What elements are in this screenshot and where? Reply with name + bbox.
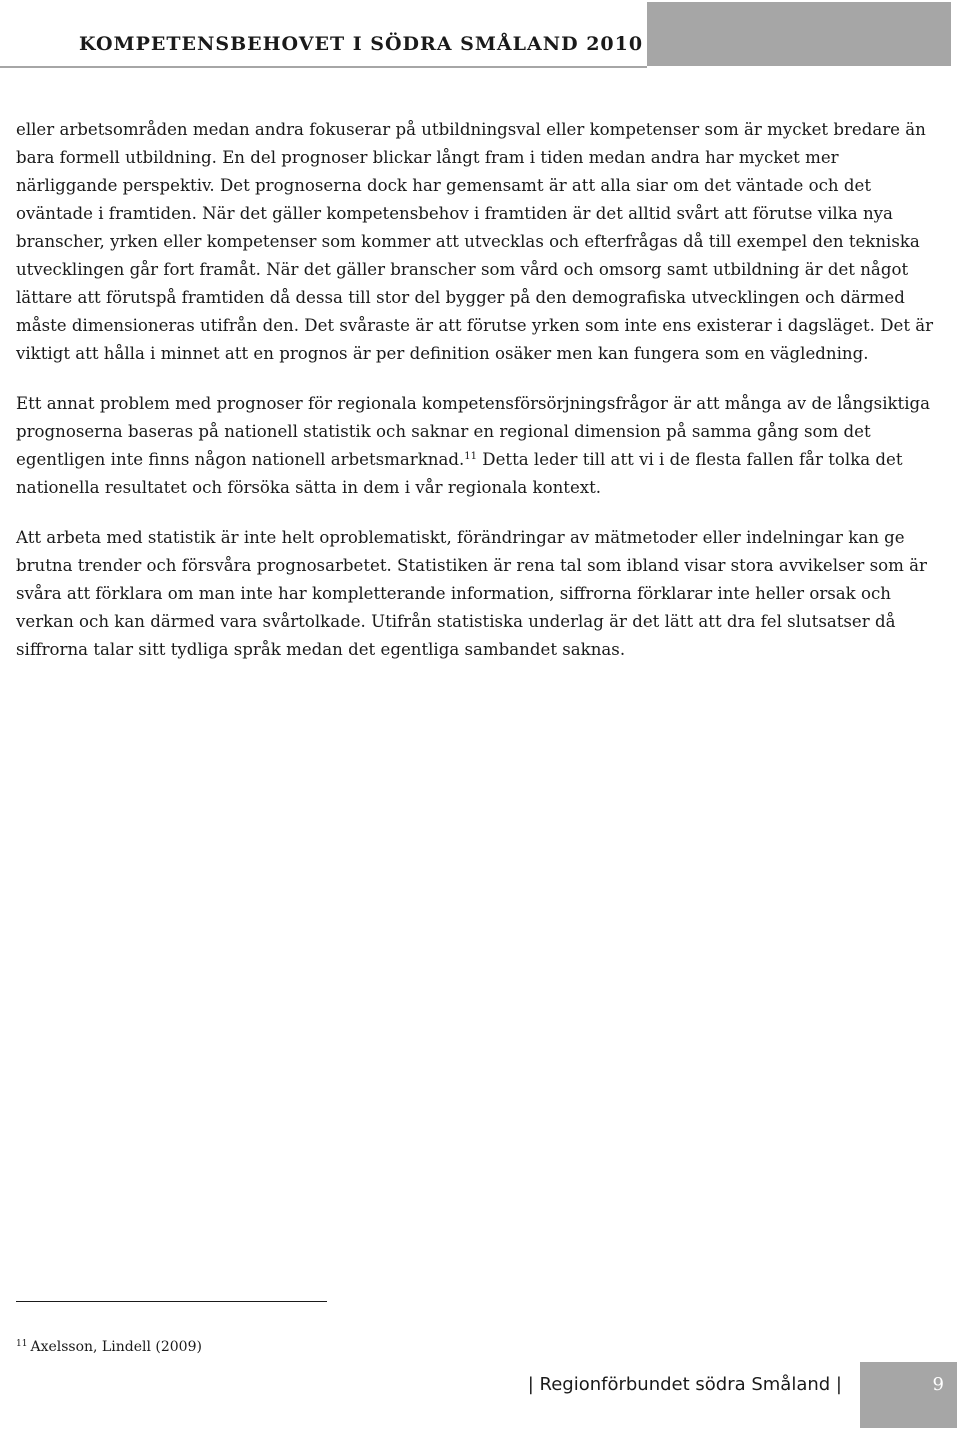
header-rule <box>0 66 647 68</box>
footnote-text: Axelsson, Lindell (2009) <box>30 1339 202 1355</box>
paragraph-2-text-a: Ett annat problem med prognoser för regionala kompetensförsörjningsfrågor är att många av de långsiktiga prognoserna baseras på nationell statistik och saknar en regional dimension på samma gång som det egentligen inte finns någon nationell arbetsmarknad. <box>16 394 931 469</box>
page-number: 9 <box>932 1374 944 1395</box>
running-header-title: KOMPETENSBEHOVET I SÖDRA SMÅLAND 2010 <box>79 33 644 55</box>
footnote <box>16 1337 202 1357</box>
paragraph-2-text-b: Detta leder till att vi i de flesta fallen får tolka det nationella resultatet och försöka sätta in dem i vår regionala kontext. <box>16 450 903 497</box>
footer-organization: | Regionförbundet södra Småland | <box>527 1374 842 1395</box>
footer-page-box <box>860 1362 957 1428</box>
footnote-number: 11 <box>16 1339 28 1349</box>
paragraph-2 <box>16 390 944 502</box>
page-header <box>0 0 960 68</box>
header-gray-box <box>647 2 951 66</box>
body-text <box>16 116 944 686</box>
footnote-separator <box>16 1301 327 1302</box>
footnote-reference: 11 <box>464 451 478 462</box>
paragraph-1: eller arbetsområden medan andra fokuserar på utbildningsval eller kompetenser som är mycket bredare än bara formell utbildning. En del prognoser blickar långt fram i tiden medan andra har mycket mer närliggande perspektiv. Det prognoserna dock har gemensamt är att alla siar om det väntade och det oväntade i framtiden. När det gäller kompetensbehov i framtiden är det alltid svårt att förutse vilka nya branscher, yrken eller kompetenser som kommer att utvecklas och efterfrågas då till exempel den tekniska utvecklingen går fort framåt. När det gäller branscher som vård och omsorg samt utbildning är det något lättare att förutspå framtiden då dessa till stor del bygger på den demografiska utvecklingen och därmed måste dimensioneras utifrån den. Det svåraste är att förutse yrken som inte ens existerar i dagsläget. Det är viktigt att hålla i minnet att en prognos är per definition osäker men kan fungera som en vägledning. <box>16 120 934 363</box>
paragraph-3: Att arbeta med statistik är inte helt oproblematiskt, förändringar av mätmetoder eller indelningar kan ge brutna trender och försvåra prognosarbetet. Statistiken är rena tal som ibland visar stora avvikelser som är svåra att förklara om man inte har kompletterande information, siffrorna förklarar inte heller orsak och verkan och kan därmed vara svårtolkade. Utifrån statistiska underlag är det lätt att dra fel slutsatser då siffrorna talar sitt tydliga språk medan det egentliga sambandet saknas. <box>16 528 927 659</box>
